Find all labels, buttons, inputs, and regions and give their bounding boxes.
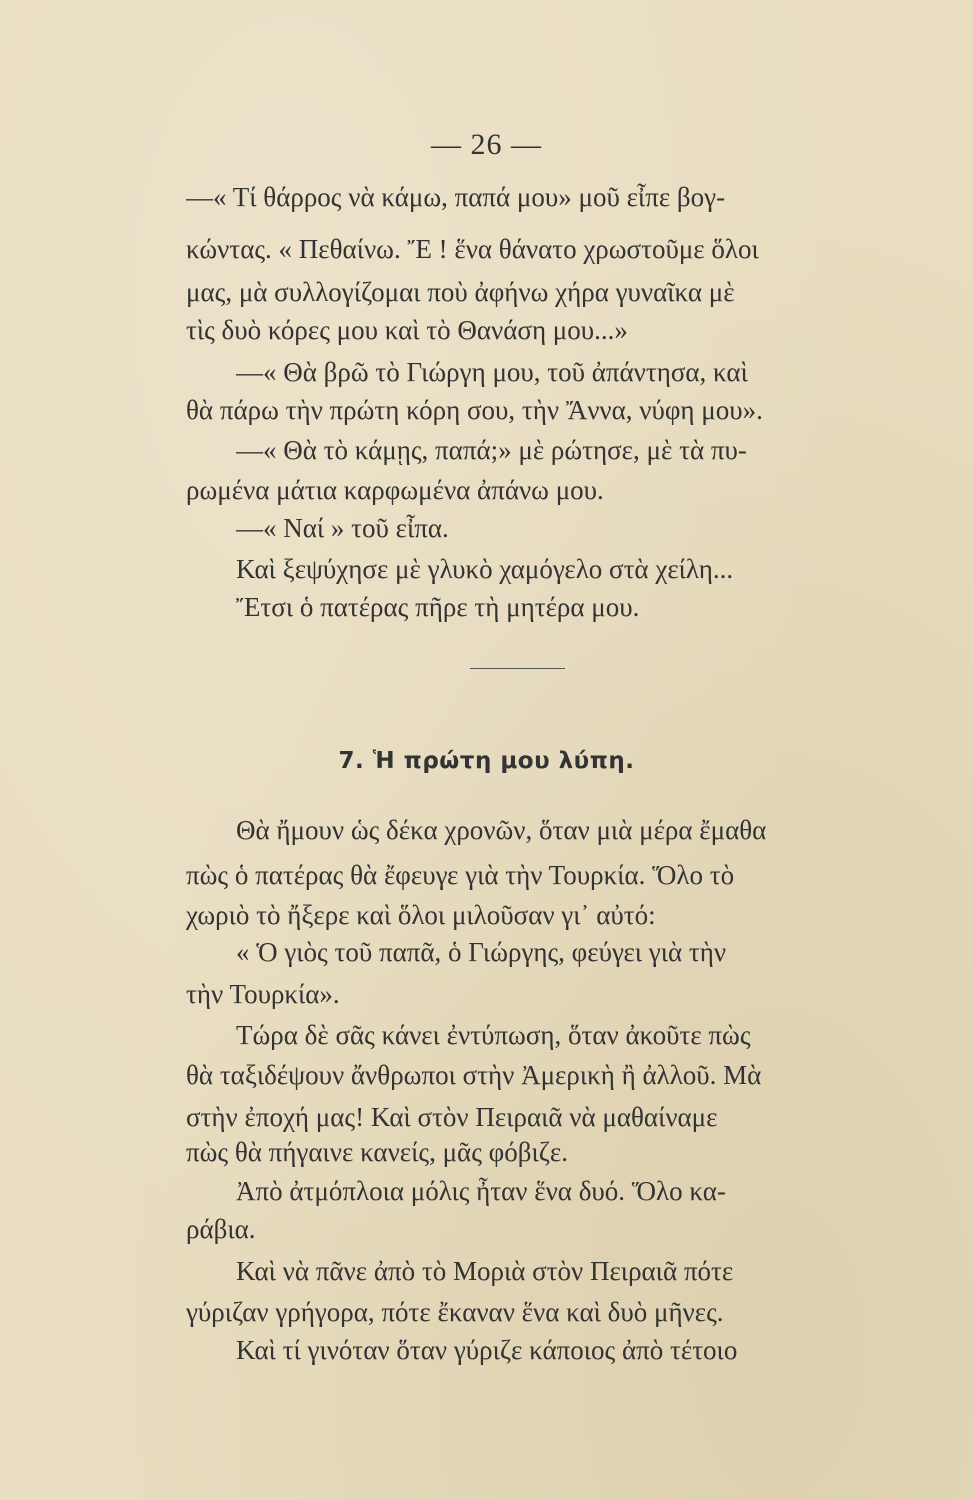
text-line: Καὶ τί γινόταν ὅταν γύριζε κάποιος ἀπὸ τέτοιο xyxy=(236,1335,738,1365)
section-divider xyxy=(470,668,565,669)
text-line: μας, μὰ συλλογίζομαι ποὺ ἀφήνω χήρα γυναῖκα μὲ xyxy=(186,277,735,307)
text-line: κώντας. « Πεθαίνω. Ἔ ! ἕνα θάνατο χρωστοῦμε ὅλοι xyxy=(186,234,759,264)
text-line: θὰ ταξιδέψουν ἄνθρωποι στὴν Ἀμερικὴ ἢ ἀλλοῦ. Μὰ xyxy=(186,1060,762,1090)
text-line: γύριζαν γρήγορα, πότε ἔκαναν ἕνα καὶ δυὸ μῆνες. xyxy=(186,1297,724,1327)
text-line: χωριὸ τὸ ἤξερε καὶ ὅλοι μιλοῦσαν γι᾽ αὐτό: xyxy=(186,900,656,930)
text-line: —« Θὰ βρῶ τὸ Γιώργη μου, τοῦ ἀπάντησα, καὶ xyxy=(236,357,748,387)
text-line: Καὶ νὰ πᾶνε ἀπὸ τὸ Μοριὰ στὸν Πειραιᾶ πότε xyxy=(236,1256,734,1286)
text-line: πὼς θὰ πήγαινε κανείς, μᾶς φόβιζε. xyxy=(186,1137,568,1167)
text-line: τὶς δυὸ κόρες μου καὶ τὸ Θανάση μου...» xyxy=(186,315,628,345)
section-title: 7. Ἡ πρώτη μου λύπη. xyxy=(338,748,635,774)
text-line: —« Ναί » τοῦ εἶπα. xyxy=(236,513,449,543)
text-line: στὴν ἐποχή μας! Καὶ στὸν Πειραιᾶ νὰ μαθαίναμε xyxy=(186,1102,718,1132)
text-line: τὴν Τουρκία». xyxy=(186,979,340,1009)
text-line: —« Τί θάρρος νὰ κάμω, παπά μου» μοῦ εἶπε βογ- xyxy=(186,182,726,212)
text-line: Ἀπὸ ἀτμόπλοια μόλις ἦταν ἕνα δυό. Ὅλο κα- xyxy=(236,1176,726,1206)
text-line: Ἔτσι ὁ πατέρας πῆρε τὴ μητέρα μου. xyxy=(236,592,640,622)
text-line: πὼς ὁ πατέρας θὰ ἔφευγε γιὰ τὴν Τουρκία. Ὅλο τὸ xyxy=(186,860,735,890)
text-line: Καὶ ξεψύχησε μὲ γλυκὸ χαμόγελο στὰ χείλη... xyxy=(236,554,734,584)
text-line: ρωμένα μάτια καρφωμένα ἀπάνω μου. xyxy=(186,475,604,505)
text-line: « Ὁ γιὸς τοῦ παπᾶ, ὁ Γιώργης, φεύγει γιὰ τὴν xyxy=(236,937,727,967)
text-line: θὰ πάρω τὴν πρώτη κόρη σου, τὴν Ἄννα, νύφη μου». xyxy=(186,395,763,425)
text-line: Θὰ ἤμουν ὡς δέκα χρονῶν, ὅταν μιὰ μέρα ἔμαθα xyxy=(236,815,767,845)
text-line: Τώρα δὲ σᾶς κάνει ἐντύπωση, ὅταν ἀκοῦτε πὼς xyxy=(236,1020,751,1050)
text-line: —« Θὰ τὸ κάμῃς, παπά;» μὲ ρώτησε, μὲ τὰ πυ- xyxy=(236,435,747,465)
page-number: — 26 — xyxy=(431,128,542,161)
text-line: ράβια. xyxy=(186,1214,256,1244)
